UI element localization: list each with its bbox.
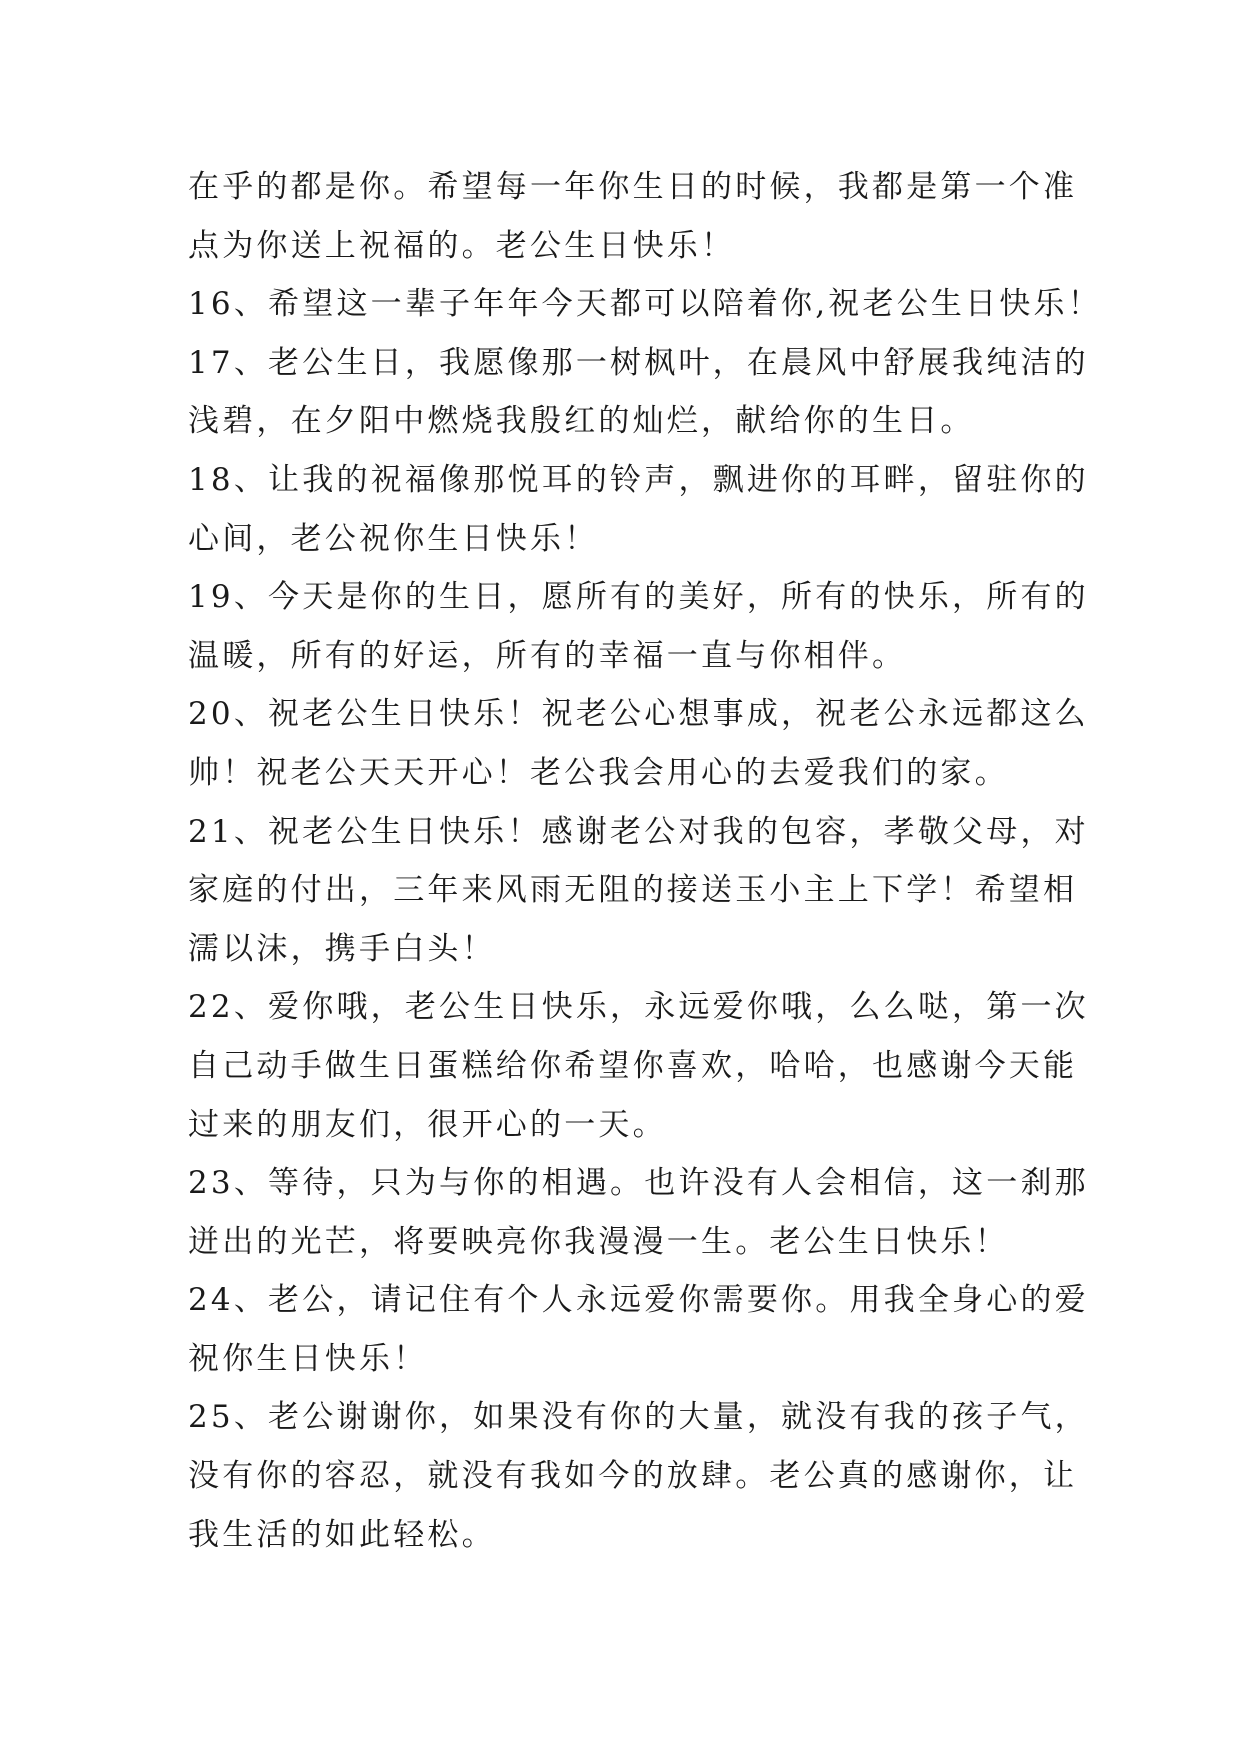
text-line: 17、老公生日，我愿像那一树枫叶，在晨风中舒展我纯洁的	[188, 344, 1089, 381]
text-line: 浅碧，在夕阳中燃烧我殷红的灿烂，献给你的生日。	[188, 403, 975, 440]
text-line: 18、让我的祝福像那悦耳的铃声，飘进你的耳畔，留驻你的	[188, 461, 1089, 498]
text-line: 温暖，所有的好运，所有的幸福一直与你相伴。	[188, 637, 907, 674]
text-line: 心间，老公祝你生日快乐！	[188, 520, 599, 557]
text-line: 20、祝老公生日快乐！祝老公心想事成，祝老公永远都这么	[188, 696, 1089, 733]
document-body	[188, 158, 1102, 1564]
text-line: 迸出的光芒，将要映亮你我漫漫一生。老公生日快乐！	[188, 1223, 1009, 1260]
text-line: 自己动手做生日蛋糕给你希望你喜欢，哈哈，也感谢今天能	[188, 1047, 1078, 1084]
text-line: 23、等待，只为与你的相遇。也许没有人会相信，这一刹那	[188, 1165, 1089, 1202]
text-line: 祝你生日快乐！	[188, 1340, 428, 1377]
text-line: 我生活的如此轻松。	[188, 1516, 496, 1553]
text-line: 19、今天是你的生日，愿所有的美好，所有的快乐，所有的	[188, 579, 1089, 616]
text-line: 家庭的付出，三年来风雨无阻的接送玉小主上下学！希望相	[188, 872, 1078, 909]
text-line: 在乎的都是你。希望每一年你生日的时候，我都是第一个准	[188, 169, 1078, 205]
text-line: 22、爱你哦，老公生日快乐，永远爱你哦，么么哒，第一次	[188, 989, 1089, 1026]
text-line: 濡以沫，携手白头！	[188, 930, 496, 967]
text-line: 帅！祝老公天天开心！老公我会用心的去爱我们的家。	[188, 754, 1009, 791]
text-line: 16、希望这一辈子年年今天都可以陪着你,祝老公生日快乐！	[188, 286, 1102, 323]
text-line: 点为你送上祝福的。老公生日快乐！	[188, 227, 736, 264]
text-line: 25、老公谢谢你，如果没有你的大量，就没有我的孩子气，	[188, 1399, 1089, 1436]
text-line: 24、老公，请记住有个人永远爱你需要你。用我全身心的爱	[188, 1282, 1089, 1319]
text-line: 过来的朋友们，很开心的一天。	[188, 1106, 667, 1143]
text-line: 21、祝老公生日快乐！感谢老公对我的包容，孝敬父母，对	[188, 813, 1089, 850]
text-line: 没有你的容忍，就没有我如今的放肆。老公真的感谢你，让	[188, 1458, 1078, 1495]
